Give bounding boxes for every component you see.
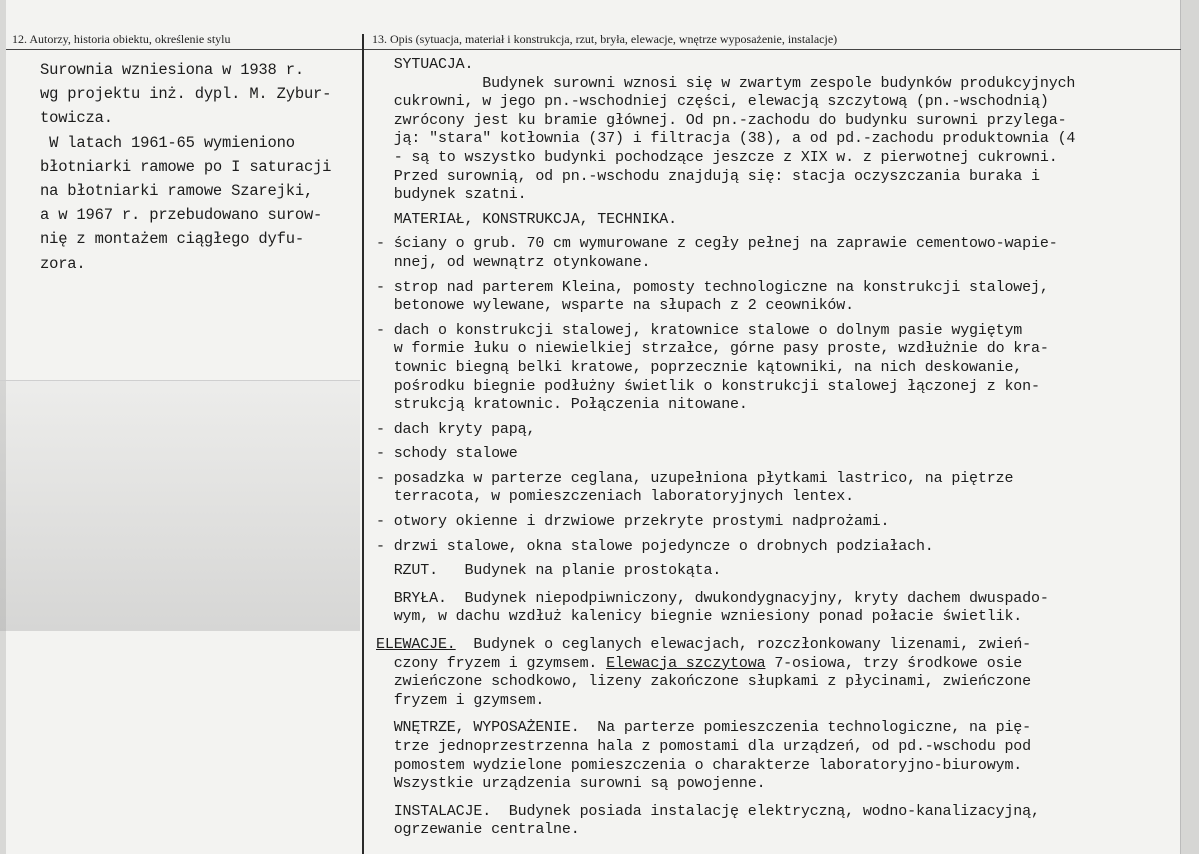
elewacje-paragraph [376, 636, 1176, 710]
sytuacja-line: ją: "stara" kotłownia (37) i filtracja (38), a od pd.-zachodu produktownia (4 [376, 130, 1076, 148]
material-item-line: terracota, w pomieszczeniach laboratoryjnych lentex. [376, 488, 854, 506]
left-text-line: błotniarki ramowe po I saturacji [40, 157, 332, 176]
material-list-item [376, 421, 1176, 446]
material-item-line: pośrodku biegnie podłużny świetlik o konstrukcji stalowej łączonej z kon- [376, 377, 1040, 395]
sytuacja-line: Budynek surowni wznosi się w zwartym zespole budynków produkcyjnych [376, 74, 1076, 92]
left-text-line: nię z montażem ciągłego dyfu- [40, 230, 304, 249]
bryla-line: wym, w dachu wzdłuż kalenicy biegnie wzniesiony ponad połacie świetlik. [376, 608, 1023, 626]
wnetrze-line: pomostem wydzielone pomieszczenia o charakterze laboratoryjno-biurowym. [376, 756, 1023, 774]
sytuacja-line: cukrowni, w jego pn.-wschodniej części, elewacją szczytową (pn.-wschodnią) [376, 93, 1049, 111]
section-title-elewacje: ELEWACJE. [376, 636, 456, 654]
material-item-line: - schody stalowe [376, 445, 518, 463]
header-col-12: 12. Autorzy, historia obiektu, określenie stylu [12, 32, 231, 46]
elewacja-szczytowa-underlined: Elewacja szczytowa [606, 654, 766, 672]
material-item-line: - posadzka w parterze ceglana, uzupełniona płytkami lastrico, na piętrze [376, 469, 1014, 487]
material-item-line: - otwory okienne i drzwiowe przekryte prostymi nadprożami. [376, 513, 890, 531]
material-item-line: - dach o konstrukcji stalowej, kratownice stalowe o dolnym pasie wygiętym [376, 321, 1023, 339]
bryla-paragraph [376, 590, 1176, 627]
scan-right-edge [1180, 0, 1199, 854]
left-text-line: zora. [40, 254, 86, 273]
sytuacja-line: budynek szatni. [376, 186, 527, 204]
sytuacja-line: zwrócony jest ku bramie głównej. Od pn.-zachodu do budynku surowni przylega- [376, 111, 1067, 129]
bryla-line: BRYŁA. Budynek niepodpiwniczony, dwukondygnacyjny, kryty dachem dwuspado- [376, 589, 1049, 607]
left-text-line: W latach 1961-65 wymieniono [40, 133, 295, 152]
instalacje-line: INSTALACJE. Budynek posiada instalację elektryczną, wodno-kanalizacyjną, [376, 802, 1040, 820]
description-text [376, 56, 1176, 840]
material-item-line: - ściany o grub. 70 cm wymurowane z cegły pełnej na zaprawie cementowo-wapie- [376, 235, 1058, 253]
left-text-line: towicza. [40, 109, 113, 128]
material-item-line: - dach kryty papą, [376, 420, 536, 438]
elewacje-line-2a: czony fryzem i gzymsem. [376, 654, 607, 672]
material-list-item [376, 470, 1176, 513]
left-text-line: wg projektu inż. dypl. M. Zybur- [40, 85, 332, 104]
material-item-line: townic biegną belki kratowe, poprzecznie kątowniki, na nich deskowanie, [376, 358, 1023, 376]
material-list-item [376, 235, 1176, 278]
material-item-line: betonowe wylewane, wsparte na słupach z 2 ceowników. [376, 297, 854, 315]
sytuacja-paragraph [376, 75, 1176, 205]
material-item-line: - drzwi stalowe, okna stalowe pojedyncze o drobnych podziałach. [376, 537, 934, 555]
section-title-sytuacja: SYTUACJA. [376, 56, 474, 73]
left-text-line: na błotniarki ramowe Szarejki, [40, 182, 314, 201]
rzut-paragraph: RZUT. Budynek na planie prostokąta. [376, 562, 722, 580]
left-text-line: Surownia wzniesiona w 1938 r. [40, 61, 304, 79]
material-list [376, 235, 1176, 562]
header-col-13: 13. Opis (sytuacja, materiał i konstrukcja, rzut, bryła, elewacje, wnętrze wyposażenie, instalacje) [372, 32, 838, 46]
column-divider [362, 34, 364, 854]
material-item-line: nnej, od wewnątrz otynkowane. [376, 253, 651, 271]
elewacje-line-1: Budynek o ceglanych elewacjach, rozczłonkowany lizenami, zwień- [455, 636, 1032, 654]
wnetrze-line: Wszystkie urządzenia surowni są powojenne. [376, 775, 766, 793]
sytuacja-line: Przed surownią, od pn.-wschodu znajdują się: stacja oczyszczania buraka i [376, 167, 1040, 185]
sytuacja-line: - są to wszystko budynki pochodzące jeszcze z XIX w. z pierwotnej cukrowni. [376, 148, 1058, 166]
material-list-item [376, 279, 1176, 322]
material-item-line: strukcją kratownic. Połączenia nitowane. [376, 396, 748, 414]
instalacje-paragraph [376, 803, 1176, 840]
wnetrze-line: trze jednoprzestrzenna hala z pomostami dla urządzeń, od pd.-wschodu pod [376, 738, 1032, 755]
left-text-line: a w 1967 r. przebudowano surow- [40, 206, 323, 225]
material-list-item [376, 513, 1176, 538]
elewacje-line-2b: 7-osiowa, trzy środkowe osie [765, 654, 1023, 672]
material-list-item [376, 322, 1176, 421]
material-list-item [376, 445, 1176, 470]
elewacje-line: zwieńczone schodkowo, lizeny zakończone słupkami z płycinami, zwieńczone [376, 673, 1032, 691]
material-list-item [376, 538, 1176, 563]
authors-history-text [40, 58, 360, 276]
bleed-through-shadow [0, 380, 360, 631]
material-item-line: - strop nad parterem Kleina, pomosty technologiczne na konstrukcji stalowej, [376, 278, 1049, 296]
section-title-material: MATERIAŁ, KONSTRUKCJA, TECHNIKA. [376, 210, 677, 228]
elewacje-line: fryzem i gzymsem. [376, 691, 545, 709]
instalacje-line: ogrzewanie centralne. [376, 821, 580, 839]
material-item-line: w formie łuku o niewielkiej strzałce, górne pasy proste, wzdłużnie do kra- [376, 340, 1049, 358]
wnetrze-line: WNĘTRZE, WYPOSAŻENIE. Na parterze pomieszczenia technologiczne, na pię- [376, 719, 1032, 737]
wnetrze-paragraph [376, 719, 1176, 793]
header-rule [6, 49, 1181, 50]
